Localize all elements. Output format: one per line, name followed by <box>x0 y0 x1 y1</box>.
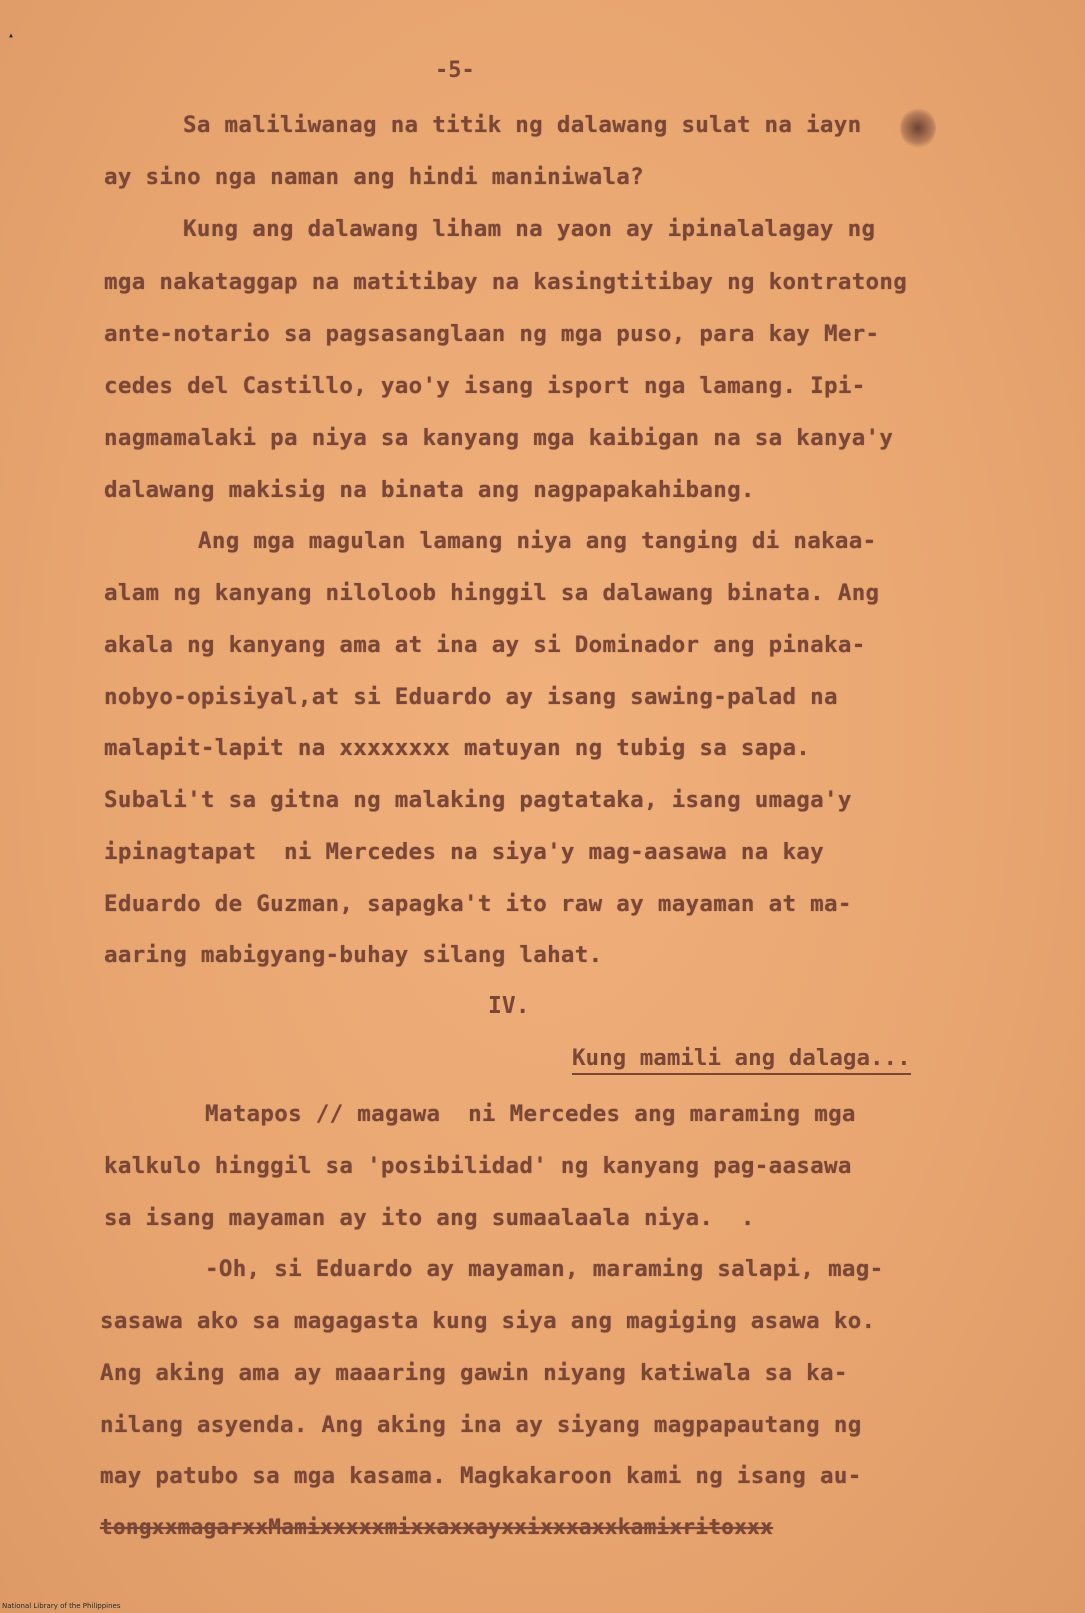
text-line: Ang aking ama ay maaaring gawin niyang katiwala sa ka- <box>100 1360 848 1386</box>
text-line: mga nakataggap na matitibay na kasingtitibay ng kontratong <box>104 269 908 295</box>
library-footer: National Library of the Philippines <box>2 1602 121 1610</box>
text-line: -Oh, si Eduardo ay mayaman, maraming salapi, mag- <box>205 1256 884 1282</box>
text-line: ante-notario sa pagsasanglaan ng mga puso, para kay Mer- <box>104 321 880 347</box>
text-line: ipinagtapat ni Mercedes na siya'y mag-aasawa na kay <box>104 839 824 865</box>
text-line: Matapos // magawa ni Mercedes ang maraming mga <box>205 1101 856 1127</box>
text-line: may patubo sa mga kasama. Magkakaroon kami ng isang au- <box>100 1463 862 1489</box>
text-line: akala ng kanyang ama at ina ay si Dominador ang pinaka- <box>104 632 866 658</box>
struck-text-line: tongxxmagarxxMamixxxxxmixxaxxayxxixxxaxxkamixritoxxx <box>100 1515 774 1539</box>
text-line: malapit-lapit na xxxxxxxx matuyan ng tubig sa sapa. <box>104 735 811 761</box>
text-line: alam ng kanyang niloloob hinggil sa dalawang binata. Ang <box>104 580 880 606</box>
text-line: dalawang makisig na binata ang nagpapakahibang. <box>104 477 755 503</box>
text-line: nobyo-opisiyal,at si Eduardo ay isang sawing-palad na <box>104 684 838 710</box>
text-line: sasawa ako sa magagasta kung siya ang magiging asawa ko. <box>100 1308 876 1334</box>
text-line: nagmamalaki pa niya sa kanyang mga kaibigan na sa kanya'y <box>104 425 894 451</box>
text-line: sa isang mayaman ay ito ang sumaalaala niya. . <box>104 1205 755 1231</box>
corner-mark: ▴ <box>8 30 15 41</box>
page-number: -5- <box>435 58 475 83</box>
text-line: Ang mga magulan lamang niya ang tanging di nakaa- <box>198 528 877 554</box>
text-line: Sa maliliwanag na titik ng dalawang sulat na iayn <box>183 112 862 138</box>
text-line: cedes del Castillo, yao'y isang isport nga lamang. Ipi- <box>104 373 866 399</box>
text-line: kalkulo hinggil sa 'posibilidad' ng kanyang pag-aasawa <box>104 1153 852 1179</box>
text-line: Subali't sa gitna ng malaking pagtataka, isang umaga'y <box>104 787 852 813</box>
text-line: Kung ang dalawang liham na yaon ay ipinalalagay ng <box>183 216 876 242</box>
text-line: nilang asyenda. Ang aking ina ay siyang magpapautang ng <box>100 1412 862 1438</box>
text-line: Eduardo de Guzman, sapagka't ito raw ay mayaman at ma- <box>104 891 852 917</box>
text-line: aaring mabigyang-buhay silang lahat. <box>104 942 603 968</box>
ink-smudge <box>900 108 936 148</box>
text-line: ay sino nga naman ang hindi maniniwala? <box>104 164 644 190</box>
chapter-heading: Kung mamili ang dalaga... <box>572 1045 911 1075</box>
section-numeral: IV. <box>488 993 530 1019</box>
